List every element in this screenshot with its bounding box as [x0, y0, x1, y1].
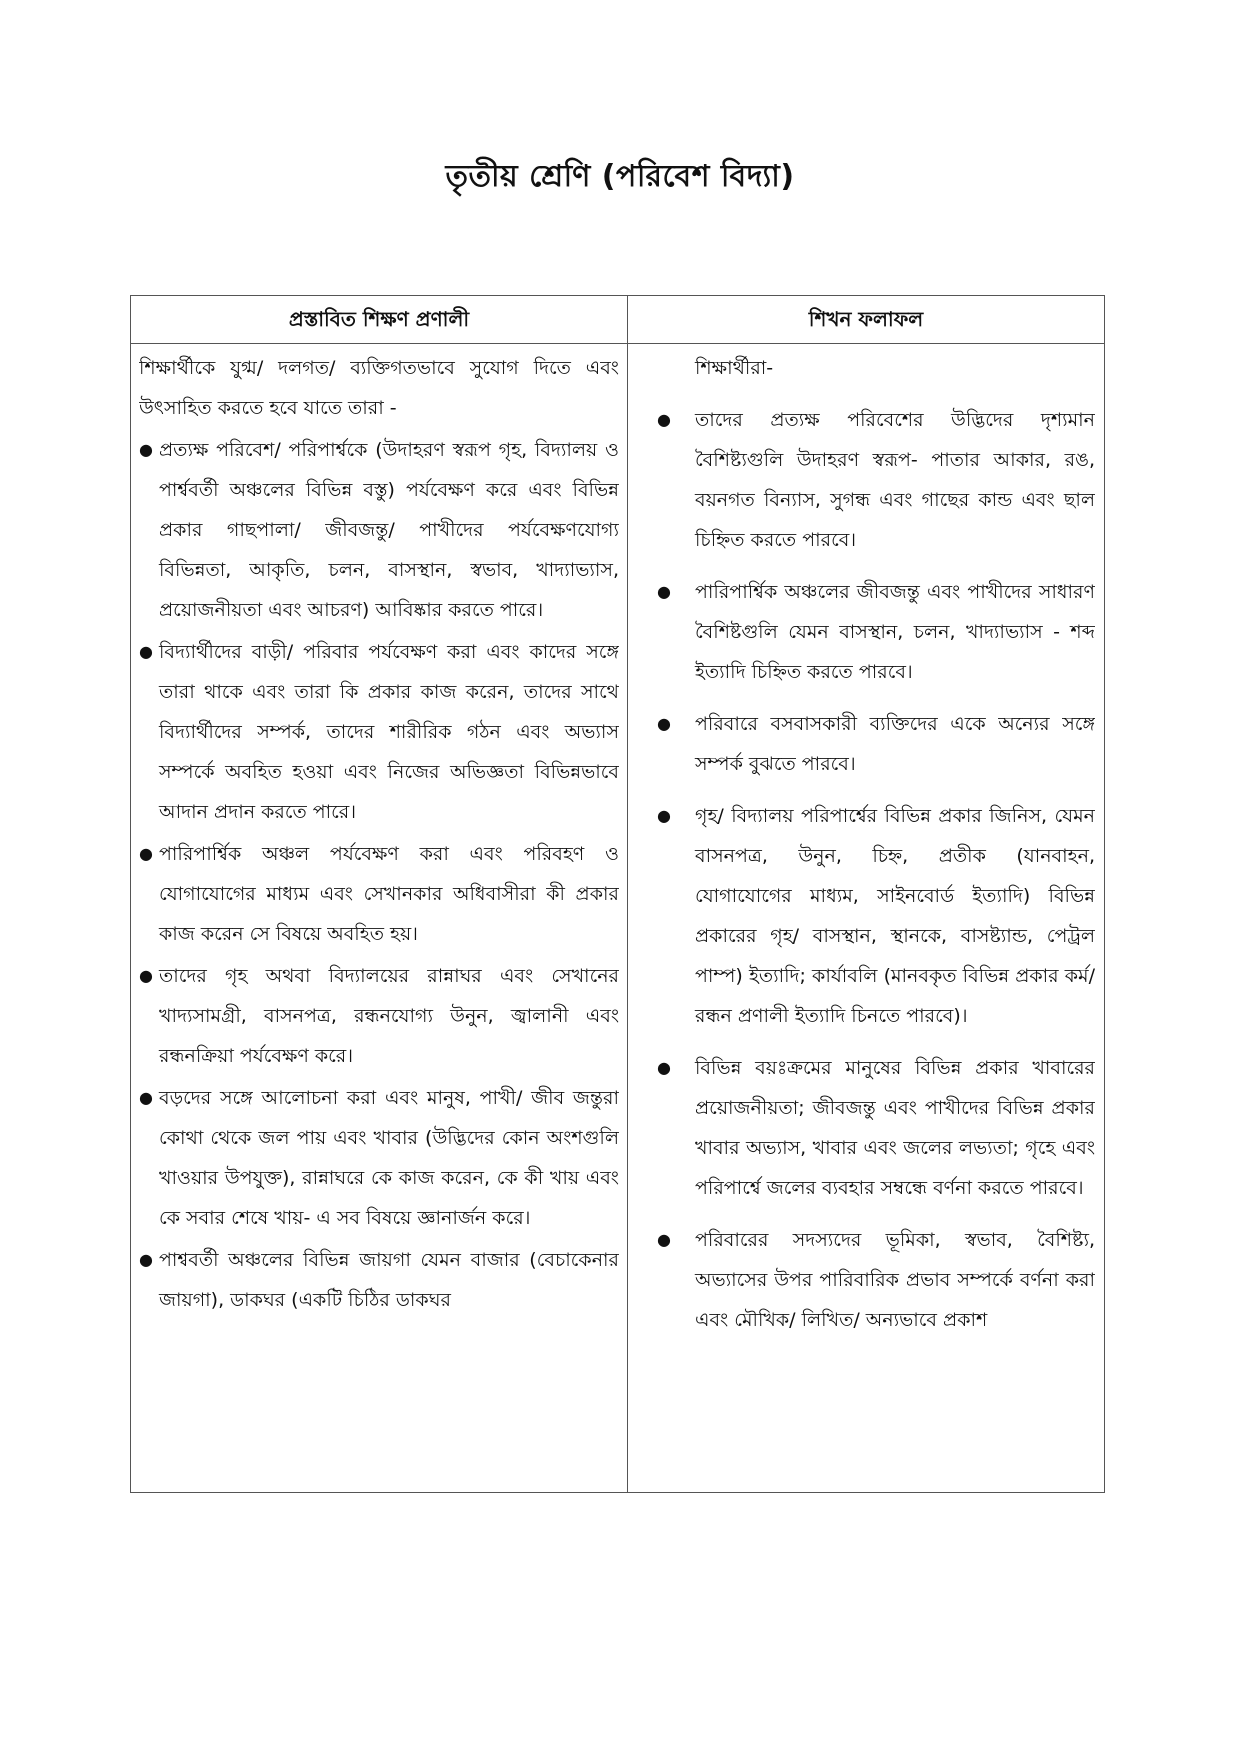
list-item: [655, 1048, 1095, 1208]
column-divider: [627, 296, 628, 1492]
bullet-icon: ●: [139, 1088, 153, 1107]
list-item: [139, 956, 619, 1076]
list-item: [139, 430, 619, 630]
header-learning-outcomes: শিখন ফলাফল: [808, 307, 924, 331]
bullet-icon: ●: [657, 714, 671, 733]
list-item-text: বিদ্যার্থীদের বাড়ী/ পরিবার পর্যবেক্ষণ করা এবং কাদের সঙ্গে তারা থাকে এবং তারা কি প্রকার কাজ করেন, তাদের সাথে বিদ্যার্থীদের সম্পর্ক, তাদের শারীরিক গঠন এবং অভ্যাস সম্পর্কে অবহিত হওয়া এবং নিজের অভিজ্ঞতা বিভিন্নভাবে আদান প্রদান করতে পারে।: [159, 641, 619, 823]
list-item-text: বিভিন্ন বয়ঃক্রমের মানুষের বিভিন্ন প্রকার খাবারের প্রয়োজনীয়তা; জীবজন্তু এবং পাখীদের বিভিন্ন প্রকার খাবার অভ্যাস, খাবার এবং জলের লভ্যতা; গৃহে এবং পরিপার্শ্বে জলের ব্যবহার সম্বন্ধে বর্ণনা করতে পারবে।: [695, 1057, 1095, 1199]
list-item-text: বড়দের সঙ্গে আলোচনা করা এবং মানুষ, পাখী/ জীব জন্তুরা কোথা থেকে জল পায় এবং খাবার (উদ্ভিদের কোন অংশগুলি খাওয়ার উপযুক্ত), রান্নাঘরে কে কাজ করেন, কে কী খায় এবং কে সবার শেষে খায়- এ সব বিষয়ে জ্ঞানার্জন করে।: [159, 1087, 619, 1229]
learning-outcomes-intro: শিক্ষার্থীরা-: [695, 357, 774, 379]
learning-outcomes-cell: [655, 348, 1095, 1492]
content-table: [130, 295, 1105, 1493]
teaching-method-cell: [139, 348, 619, 1492]
list-item-text: পরিবারের সদস্যদের ভূমিকা, স্বভাব, বৈশিষ্ট্য, অভ্যাসের উপর পারিবারিক প্রভাব সম্পর্কে বর্ণনা করা এবং মৌখিক/ লিখিত/ অন্যভাবে প্রকাশ: [695, 1229, 1095, 1331]
learning-outcomes-list: [655, 400, 1095, 1340]
list-item-text: প্রত্যক্ষ পরিবেশ/ পরিপার্শ্বকে (উদাহরণ স্বরূপ গৃহ, বিদ্যালয় ও পার্শ্ববর্তী অঞ্চলের বিভিন্ন বস্তু) পর্যবেক্ষণ করে এবং বিভিন্ন প্রকার গাছপালা/ জীবজন্তু/ পাখীদের পর্যবেক্ষণযোগ্য বিভিন্নতা, আকৃতি, চলন, বাসস্থান, স্বভাব, খাদ্যাভ্যাস, প্রয়োজনীয়তা এবং আচরণ) আবিষ্কার করতে পারে।: [159, 439, 619, 621]
list-item-text: পাশ্ববর্তী অঞ্চলের বিভিন্ন জায়গা যেমন বাজার (বেচাকেনার জায়গা), ডাকঘর (একটি চিঠির ডাকঘর: [159, 1249, 619, 1311]
list-item: [655, 1220, 1095, 1340]
bullet-icon: ●: [139, 1250, 153, 1269]
list-item-text: তাদের প্রত্যক্ষ পরিবেশের উদ্ভিদের দৃশ্যমান বৈশিষ্ট্যগুলি উদাহরণ স্বরূপ- পাতার আকার, রঙ, বয়নগত বিন্যাস, সুগন্ধ এবং গাছের কান্ড এবং ছাল চিহ্নিত করতে পারবে।: [695, 409, 1095, 551]
list-item-text: তাদের গৃহ অথবা বিদ্যালয়ের রান্নাঘর এবং সেখানের খাদ্যসামগ্রী, বাসনপত্র, রন্ধনযোগ্য উনুন, জ্বালানী এবং রন্ধনক্রিয়া পর্যবেক্ষণ করে।: [159, 965, 619, 1067]
list-item-text: পারিপার্শ্বিক অঞ্চলের জীবজন্তু এবং পাখীদের সাধারণ বৈশিষ্টগুলি যেমন বাসস্থান, চলন, খাদ্যাভ্যাস - শব্দ ইত্যাদি চিহ্নিত করতে পারবে।: [695, 581, 1095, 683]
list-item-text: পরিবারে বসবাসকারী ব্যক্তিদের একে অন্যের সঙ্গে সম্পর্ক বুঝতে পারবে।: [695, 713, 1095, 775]
list-item: [655, 796, 1095, 1036]
bullet-icon: ●: [139, 642, 153, 661]
list-item: [655, 572, 1095, 692]
list-item: [139, 1240, 619, 1320]
header-proposed-teaching-method: প্রস্তাবিত শিক্ষণ প্রণালী: [288, 307, 470, 331]
page-title: তৃতীয় শ্রেণি (পরিবেশ বিদ্যা): [445, 159, 795, 194]
teaching-method-list: [139, 430, 619, 1320]
teaching-method-intro: শিক্ষার্থীকে যুগ্ম/ দলগত/ ব্যক্তিগতভাবে সুযোগ দিতে এবং উৎসাহিত করতে হবে যাতে তারা -: [139, 357, 619, 419]
list-item-text: গৃহ/ বিদ্যালয় পরিপার্শ্বের বিভিন্ন প্রকার জিনিস, যেমন বাসনপত্র, উনুন, চিহ্ন, প্রতীক (যানবাহন, যোগাযোগের মাধ্যম, সাইনবোর্ড ইত্যাদি) বিভিন্ন প্রকারের গৃহ/ বাসস্থান, স্থানকে, বাসষ্ট্যান্ড, পেট্রল পাম্প) ইত্যাদি; কার্যাবলি (মানবকৃত বিভিন্ন প্রকার কর্ম/ রন্ধন প্রণালী ইত্যাদি চিনতে পারবে)।: [695, 805, 1095, 1027]
list-item: [139, 834, 619, 954]
list-item-text: পারিপার্শ্বিক অঞ্চল পর্যবেক্ষণ করা এবং পরিবহণ ও যোগাযোগের মাধ্যম এবং সেখানকার অধিবাসীরা কী প্রকার কাজ করেন সে বিষয়ে অবহিত হয়।: [159, 843, 619, 945]
bullet-icon: ●: [139, 966, 153, 985]
bullet-icon: ●: [657, 582, 671, 601]
bullet-icon: ●: [139, 844, 153, 863]
table-header-row: [131, 296, 1104, 344]
list-item: [139, 632, 619, 832]
list-item: [139, 1078, 619, 1238]
bullet-icon: ●: [139, 440, 153, 459]
list-item: [655, 400, 1095, 560]
bullet-icon: ●: [657, 1230, 671, 1249]
bullet-icon: ●: [657, 1058, 671, 1077]
bullet-icon: ●: [657, 806, 671, 825]
bullet-icon: ●: [657, 410, 671, 429]
list-item: [655, 704, 1095, 784]
